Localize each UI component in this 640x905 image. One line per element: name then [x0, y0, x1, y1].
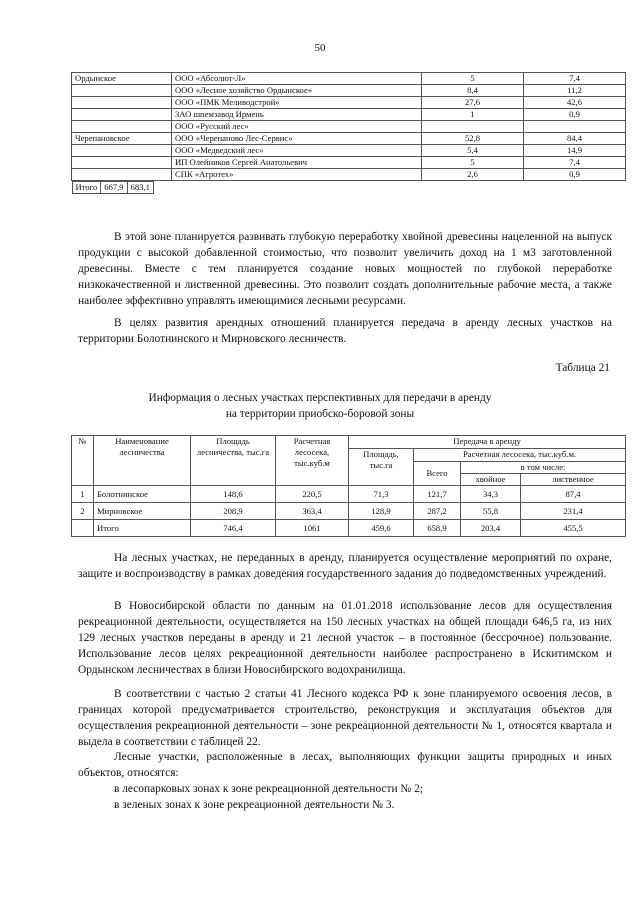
forestry-name-cell: Итого	[94, 520, 191, 537]
organization-cell: ЗАО шпемзавод Ирмень	[172, 109, 422, 121]
coniferous-cell: 55,8	[461, 503, 521, 520]
table-row	[72, 503, 626, 520]
organization-cell: ИП Олейников Сергей Анатольевич	[172, 157, 422, 169]
value-1-cell: 1	[422, 109, 524, 121]
table-row	[72, 520, 626, 537]
organization-cell: ООО «Русский лес»	[172, 121, 422, 133]
organization-cell: СПК «Агротех»	[172, 169, 422, 181]
district-cell	[72, 121, 172, 133]
header-name: Наименование лесничества	[94, 436, 191, 486]
table-row	[72, 121, 626, 133]
paragraph-7	[78, 781, 612, 797]
table-row	[72, 85, 626, 97]
row-number-cell: 1	[72, 486, 94, 503]
paragraph-6-text: Лесные участки, расположенные в лесах, выполняющих функции защиты природных и иных объектов, относятся:	[78, 751, 612, 779]
transfer-total-cell: 287,2	[414, 503, 461, 520]
paragraph-4-text: В Новосибирской области по данным на 01.01.2018 использование лесов для осуществления рекреационной деятельности, осуществляется на 150 лесных участках на общей площади 646,5 га, из них 129 лесных участков переданы в аренду и 21 лесной участок – в постоянное (бессрочное) пользование. Использование лесов целях рекреационной деятельности наиболее распространено в Искитимском и Ордынском лесничествах в близи Новосибирского водохранилища.	[78, 600, 612, 676]
row-number-cell	[72, 520, 94, 537]
value-2-cell: 0,9	[524, 169, 626, 181]
transfer-total-cell: 121,7	[414, 486, 461, 503]
value-2-cell: 0,9	[524, 109, 626, 121]
district-cell	[72, 157, 172, 169]
paragraph-1	[78, 229, 612, 309]
table-total-row	[72, 182, 153, 194]
header-coniferous: хвойное	[461, 474, 521, 486]
table-row	[72, 133, 626, 145]
header-cut: Расчетная лесосека, тыс.куб.м	[276, 436, 349, 486]
deciduous-cell: 231,4	[521, 503, 626, 520]
paragraph-2	[78, 315, 612, 347]
value-1-cell: 52,8	[422, 133, 524, 145]
paragraph-3-text: На лесных участках, не переданных в аренду, планируется осуществление мероприятий по охране, защите и воспроизводству в рамках доведения государственного задания до подведомственных учреждений.	[78, 552, 612, 580]
value-1-cell: 5	[422, 157, 524, 169]
table-row	[72, 145, 626, 157]
organization-cell: ООО «ПМК Меливодстрой»	[172, 97, 422, 109]
table-row	[72, 169, 626, 181]
table-title-line-2: на территории приобско-боровой зоны	[225, 408, 415, 420]
forestry-name-cell: Болотнинское	[94, 486, 191, 503]
allowable-cut-cell: 1061	[276, 520, 349, 537]
area-cell: 746,4	[191, 520, 276, 537]
header-num: №	[72, 436, 94, 486]
table-row	[72, 486, 626, 503]
paragraph-5-text: В соответствии с частью 2 статьи 41 Лесного кодекса РФ к зоне планируемого освоения лесов, в границах которой предусматривается строительство, реконструкция и эксплуатация объектов для осуществления рекреационной деятельности – зоне рекреационной деятельности № 1, относятся квартала и выдела в соответствии с таблицей 22.	[78, 688, 612, 748]
lease-table-body	[72, 486, 626, 537]
transfer-area-cell: 459,6	[349, 520, 414, 537]
table-row	[72, 109, 626, 121]
value-2-cell: 11,2	[524, 85, 626, 97]
allowable-cut-cell: 220,5	[276, 486, 349, 503]
organization-cell: ООО «Абсолют-Л»	[172, 73, 422, 85]
paragraph-3	[78, 550, 612, 582]
district-cell: Черепановское	[72, 133, 172, 145]
lessees-table-body	[72, 73, 626, 195]
total-label: Итого	[72, 182, 101, 194]
lease-table	[71, 435, 626, 537]
paragraph-4	[78, 598, 612, 678]
value-2-cell: 7,4	[524, 157, 626, 169]
value-1-cell: 5	[422, 73, 524, 85]
area-cell: 208,9	[191, 503, 276, 520]
table-title-line-1: Информация о лесных участках перспективных для передачи в аренду	[148, 392, 492, 404]
header-including: в том числе:	[461, 462, 626, 474]
lessees-table	[71, 72, 626, 194]
paragraph-7-text: в лесопарковых зонах к зоне рекреационной деятельности № 2;	[114, 783, 423, 795]
district-cell	[72, 97, 172, 109]
area-cell: 148,6	[191, 486, 276, 503]
deciduous-cell: 455,5	[521, 520, 626, 537]
value-2-cell: 42,6	[524, 97, 626, 109]
district-cell	[72, 145, 172, 157]
value-1-cell: 27,6	[422, 97, 524, 109]
forestry-name-cell: Мирновское	[94, 503, 191, 520]
value-2-cell: 7,4	[524, 73, 626, 85]
header-transfer-area: Площадь, тыс.га	[349, 449, 414, 486]
table-row	[72, 73, 626, 85]
organization-cell: ООО «Медведский лес»	[172, 145, 422, 157]
transfer-total-cell: 658,9	[414, 520, 461, 537]
paragraph-1-text: В этой зоне планируется развивать глубокую переработку хвойной древесины нацеленной на выпуск продукции с высокой добавленной стоимостью, что позволит увеличить доход на 1 м3 заготовленной древесины. Вместе с тем планируется создание новых мощностей по глубокой переработке низкокачественной и лиственной древесины. Это позволит создать дополнительные рабочие места, а также наиболее эффективно управлять имеющимися лесными ресурсами.	[78, 231, 612, 307]
header-area: Площадь лесничества, тыс.га	[191, 436, 276, 486]
paragraph-2-text: В целях развития арендных отношений планируется передача в аренду лесных участков на территории Болотнинского и Мирновского лесничеств.	[78, 317, 612, 345]
district-cell	[72, 85, 172, 97]
transfer-area-cell: 128,9	[349, 503, 414, 520]
page-number: 50	[314, 42, 326, 54]
transfer-area-cell: 71,3	[349, 486, 414, 503]
organization-cell: ООО «Черепаново Лес-Сервис»	[172, 133, 422, 145]
district-cell: Ордынское	[72, 73, 172, 85]
organization-cell: ООО «Лесное хозяйство Ордынское»	[172, 85, 422, 97]
paragraph-6	[78, 749, 612, 781]
coniferous-cell: 34,3	[461, 486, 521, 503]
header-transfer-cut: Расчетная лесосека, тыс.куб.м.	[414, 449, 626, 462]
allowable-cut-cell: 363,4	[276, 503, 349, 520]
value-2-cell	[524, 121, 626, 133]
row-number-cell: 2	[72, 503, 94, 520]
value-2-cell: 14,9	[524, 145, 626, 157]
header-deciduous: лиственное	[521, 474, 626, 486]
value-1-cell: 2,6	[422, 169, 524, 181]
coniferous-cell: 203,4	[461, 520, 521, 537]
district-cell	[72, 169, 172, 181]
total-v2: 683,1	[127, 182, 153, 194]
header-transfer: Передача в аренду	[349, 436, 626, 449]
paragraph-8-text: в зеленых зонах к зоне рекреационной деятельности № 3.	[114, 799, 395, 811]
district-cell	[72, 109, 172, 121]
table-label: Таблица 21	[555, 362, 610, 374]
paragraph-8	[78, 797, 612, 813]
table-row	[72, 97, 626, 109]
value-1-cell: 8,4	[422, 85, 524, 97]
table-row	[72, 157, 626, 169]
value-1-cell	[422, 121, 524, 133]
value-2-cell: 84,4	[524, 133, 626, 145]
header-total: Всего	[414, 462, 461, 486]
total-v1: 667,9	[101, 182, 127, 194]
value-1-cell: 5,4	[422, 145, 524, 157]
deciduous-cell: 87,4	[521, 486, 626, 503]
paragraph-5	[78, 686, 612, 750]
